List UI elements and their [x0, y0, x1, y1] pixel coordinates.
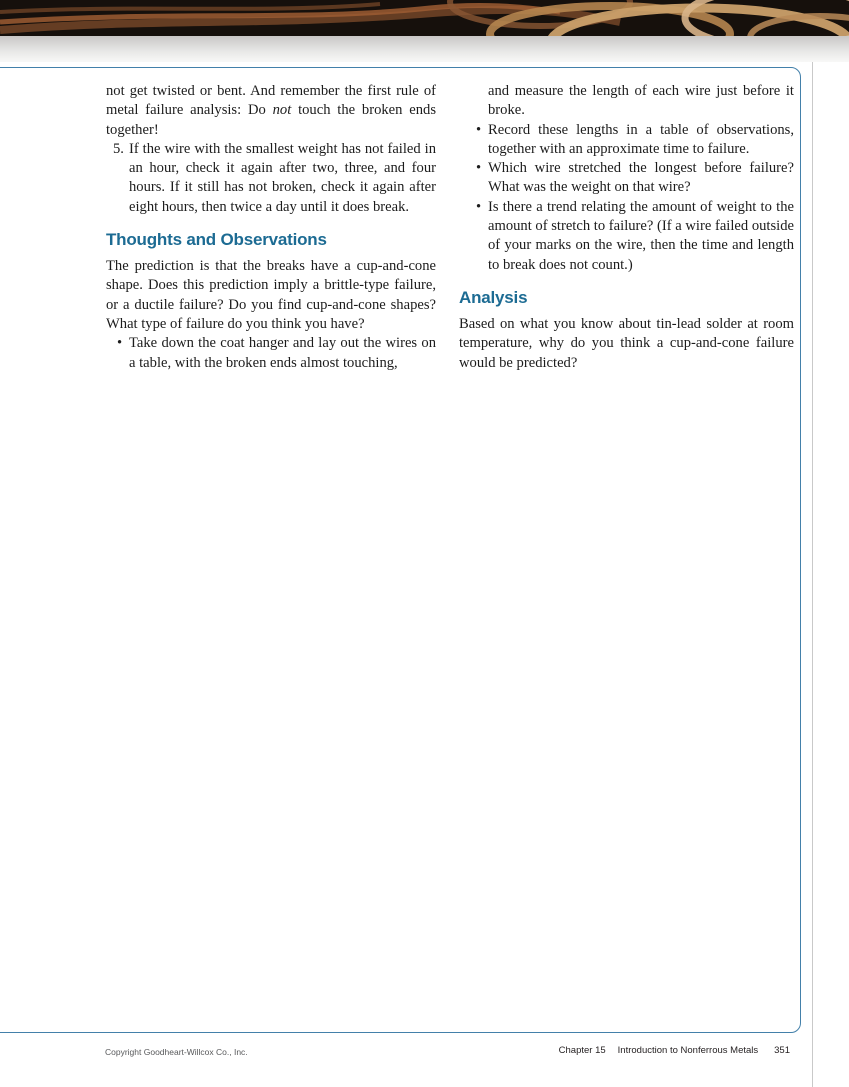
footer-running-head — [559, 1045, 790, 1056]
copper-wire-banner-image — [0, 0, 849, 36]
footer-chapter-title: Introduction to Nonferrous Metals — [617, 1045, 759, 1056]
para1-italic-word: not — [272, 102, 292, 119]
paragraph-continuation — [106, 82, 436, 140]
bullet-item-which-wire — [459, 159, 794, 198]
two-column-layout — [106, 82, 794, 373]
banner-shadow-band — [0, 36, 849, 62]
footer-page-number: 351 — [774, 1045, 790, 1056]
bullet-text: Which wire stretched the longest before failure? What was the weight on that wire? — [488, 160, 794, 196]
para1-pre: not get twisted or bent. And remember the first rule of metal failure analysis: Do — [106, 83, 436, 119]
paragraph-analysis: Based on what you know about tin-lead solder at room temperature, why do you think a cup-and-cone failure would be predicted? — [459, 315, 794, 371]
bullet-marker: • — [476, 160, 482, 177]
left-column — [106, 82, 436, 373]
bullet-text: Take down the coat hanger and lay out the wires on a table, with the broken ends almost touching, — [129, 335, 436, 371]
item-text: If the wire with the smallest weight has not failed in an hour, check it again after two, three, and four hours. If it still has not broken, check it again after eight hours, then twice a day until it does break. — [129, 140, 436, 215]
section-heading-thoughts-and-observations: Thoughts and Observations — [106, 230, 327, 250]
page-edge-line — [812, 62, 813, 1087]
bullet-marker: • — [117, 335, 123, 352]
bullet-text: Record these lengths in a table of observations, together with an approximate time to failure. — [488, 121, 794, 157]
item-number: 5. — [113, 140, 124, 157]
bullet-item-coat-hanger — [106, 334, 436, 373]
bullet-marker: • — [476, 198, 482, 215]
footer-chapter-label: Chapter 15 — [558, 1045, 606, 1056]
bullet-marker: • — [476, 121, 482, 138]
copper-wire-illustration — [0, 0, 849, 36]
numbered-item-5 — [106, 140, 436, 217]
bullet-item-trend — [459, 198, 794, 275]
bullet-text: Is there a trend relating the amount of weight to the amount of stretch to failure? (If a wire failed outside of your marks on the wire, then the time and length to break does not count.) — [488, 198, 794, 273]
footer-copyright: Copyright Goodheart-Willcox Co., Inc. — [105, 1047, 248, 1057]
bullet-continuation-text: and measure the length of each wire just before it broke. — [488, 83, 794, 119]
section-heading-analysis: Analysis — [459, 287, 528, 307]
paragraph-prediction: The prediction is that the breaks have a cup-and-cone shape. Does this prediction imply a brittle-type failure, or a ductile failure? Do you find cup-and-cone shapes? What type of failure do you think you have? — [106, 258, 436, 332]
page-border-box — [0, 67, 801, 1033]
bullet-item-record-lengths — [459, 121, 794, 160]
para1-post: touch the broken ends together! — [106, 102, 436, 138]
right-column — [459, 82, 794, 373]
